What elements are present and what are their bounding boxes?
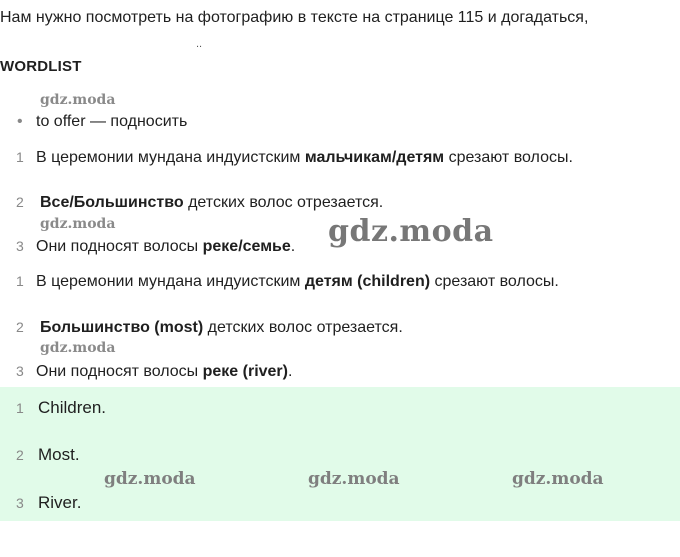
answer-item [0, 492, 81, 514]
item-text: Они подносят волосы [36, 363, 203, 380]
item-number: 3 [16, 363, 24, 379]
answer-number: 3 [16, 495, 24, 511]
watermark: gdz.moda [40, 216, 116, 232]
list-item [0, 236, 295, 257]
bullet-text: to offer — подносить [36, 113, 188, 130]
item-bold: реке/семье [202, 238, 291, 255]
item-bold: Большинство (most) [40, 319, 204, 336]
item-number: 1 [16, 273, 24, 289]
item-text: срезают волосы. [430, 273, 559, 290]
list-item [0, 147, 573, 168]
item-bold: Все/Большинство [40, 194, 184, 211]
item-text: Они подносят волосы [36, 238, 203, 255]
ellipsis-dots: .. [196, 38, 203, 50]
item-number: 3 [16, 238, 24, 254]
item-bold: детям (children) [304, 273, 431, 290]
intro-text: Нам нужно посмотреть на фотографию в тексте на странице 115 и догадаться, [0, 9, 589, 26]
bullet-icon: • [17, 113, 23, 130]
item-text: детских волос отрезается. [203, 319, 403, 336]
item-text: В церемонии мундана индуистским [36, 149, 305, 166]
watermark: gdz.moda [40, 340, 116, 356]
item-number: 2 [16, 319, 24, 335]
list-item [0, 271, 559, 292]
list-item [0, 361, 292, 382]
item-bold: мальчикам/детям [304, 149, 445, 166]
answer-number: 2 [16, 447, 24, 463]
wordlist-heading: WORDLIST [0, 58, 82, 75]
list-item [0, 192, 383, 213]
answer-item [0, 397, 106, 419]
answer-item [0, 444, 80, 466]
item-text: . [287, 363, 293, 380]
item-text: В церемонии мундана индуистским [36, 273, 305, 290]
watermark: gdz.moda [308, 469, 400, 489]
list-item [0, 317, 403, 338]
answer-text: Children. [38, 398, 107, 417]
item-number: 1 [16, 149, 24, 165]
watermark: gdz.moda [512, 469, 604, 489]
item-number: 2 [16, 194, 24, 210]
answer-text: Most. [38, 445, 80, 464]
item-text: детских волос отрезается. [183, 194, 384, 211]
item-text: . [290, 238, 296, 255]
answer-number: 1 [16, 400, 24, 416]
list-item [0, 112, 187, 132]
item-bold: реке (river) [202, 363, 288, 380]
answer-text: River. [38, 493, 82, 512]
item-text: срезают волосы. [444, 149, 573, 166]
watermark-large: gdz.moda [328, 214, 494, 249]
watermark: gdz.moda [40, 92, 116, 108]
watermark: gdz.moda [104, 469, 196, 489]
